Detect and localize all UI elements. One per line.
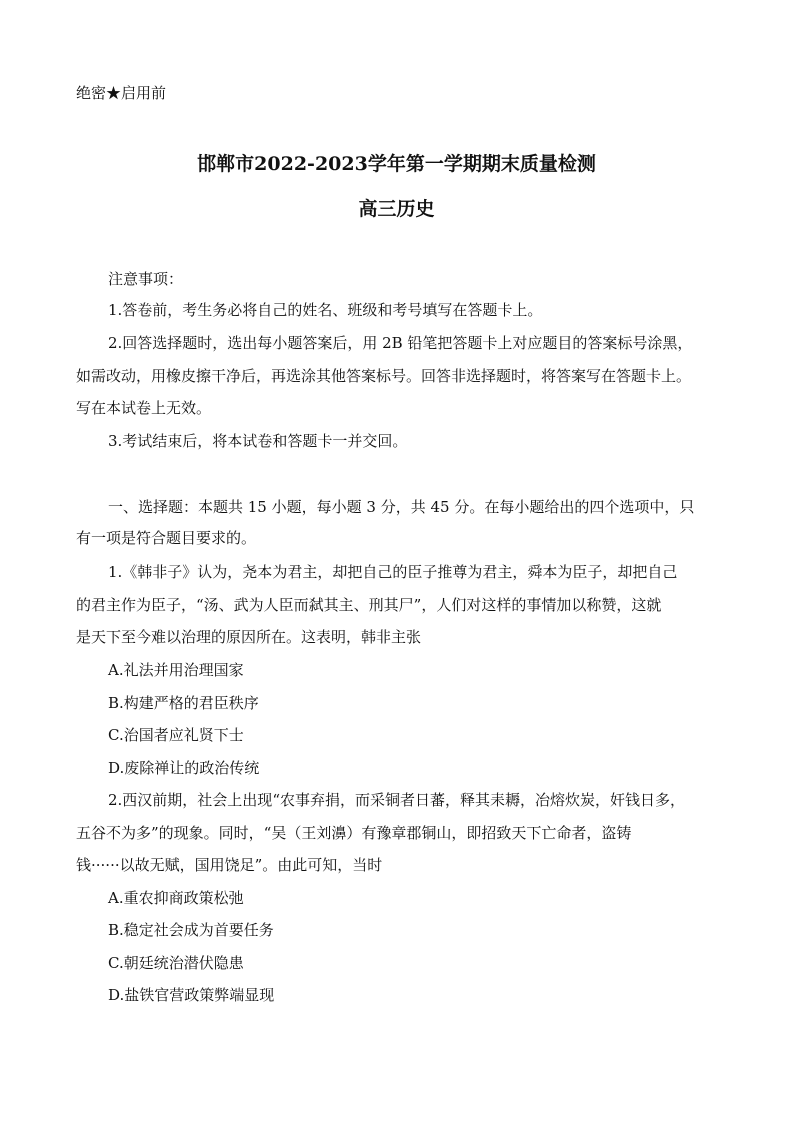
- question-1-option-b: B.构建严格的君臣秩序: [108, 694, 259, 712]
- notice-item-3: 3.考试结束后，将本试卷和答题卡一并交回。: [108, 432, 408, 450]
- section-intro-line-2: 有一项是符合题目要求的。: [76, 529, 257, 547]
- question-2-option-c: C.朝廷统治潜伏隐患: [108, 954, 244, 972]
- question-1-option-a: A.礼法并用治理国家: [108, 661, 244, 679]
- question-2-stem-line-2: 五谷不为多”的现象。同时，“吴（王刘濞）有豫章郡铜山，即招致天下亡命者，盗铸: [76, 824, 632, 842]
- question-2-option-b: B.稳定社会成为首要任务: [108, 921, 274, 939]
- notice-item-2-line-3: 写在本试卷上无效。: [76, 399, 212, 417]
- question-1-option-d: D.废除禅让的政治传统: [108, 759, 260, 777]
- question-1-option-c: C.治国者应礼贤下士: [108, 726, 244, 744]
- notice-item-2-line-2: 如需改动，用橡皮擦干净后，再选涂其他答案标号。回答非选择题时，将答案写在答题卡上。: [76, 367, 692, 385]
- question-2-option-d: D.盐铁官营政策弊端显现: [108, 986, 275, 1004]
- section-intro-line-1: 一、选择题：本题共 15 小题，每小题 3 分，共 45 分。在每小题给出的四个选项中，只: [108, 498, 695, 516]
- question-2-option-a: A.重农抑商政策松弛: [108, 889, 244, 907]
- notice-heading: 注意事项：: [108, 270, 184, 288]
- question-2-stem-line-1: 2.西汉前期，社会上出现“农事弃捐，而采铜者日蕃，释其耒耨，冶熔炊炭，奸钱日多，: [108, 791, 685, 809]
- question-1-stem-line-2: 的君主作为臣子，“汤、武为人臣而弑其主、刑其尸”，人们对这样的事情加以称赞，这就: [76, 596, 662, 614]
- confidential-label: 绝密★启用前: [76, 84, 167, 102]
- question-2-stem-line-3: 钱······以故无赋，国用饶足”。由此可知，当时: [76, 856, 383, 874]
- notice-item-2-line-1: 2.回答选择题时，选出每小题答案后，用 2B 铅笔把答题卡上对应题目的答案标号涂黑，: [108, 334, 693, 352]
- exam-subject: 高三历史: [358, 198, 435, 220]
- exam-title: 邯郸市2022-2023学年第一学期期末质量检测: [197, 153, 596, 175]
- question-1-stem-line-1: 1.《韩非子》认为，尧本为君主，却把自己的臣子推尊为君主，舜本为臣子，却把自己: [108, 563, 678, 581]
- question-1-stem-line-3: 是天下至今难以治理的原因所在。这表明，韩非主张: [76, 628, 422, 646]
- notice-item-1: 1.答卷前，考生务必将自己的姓名、班级和考号填写在答题卡上。: [108, 301, 543, 319]
